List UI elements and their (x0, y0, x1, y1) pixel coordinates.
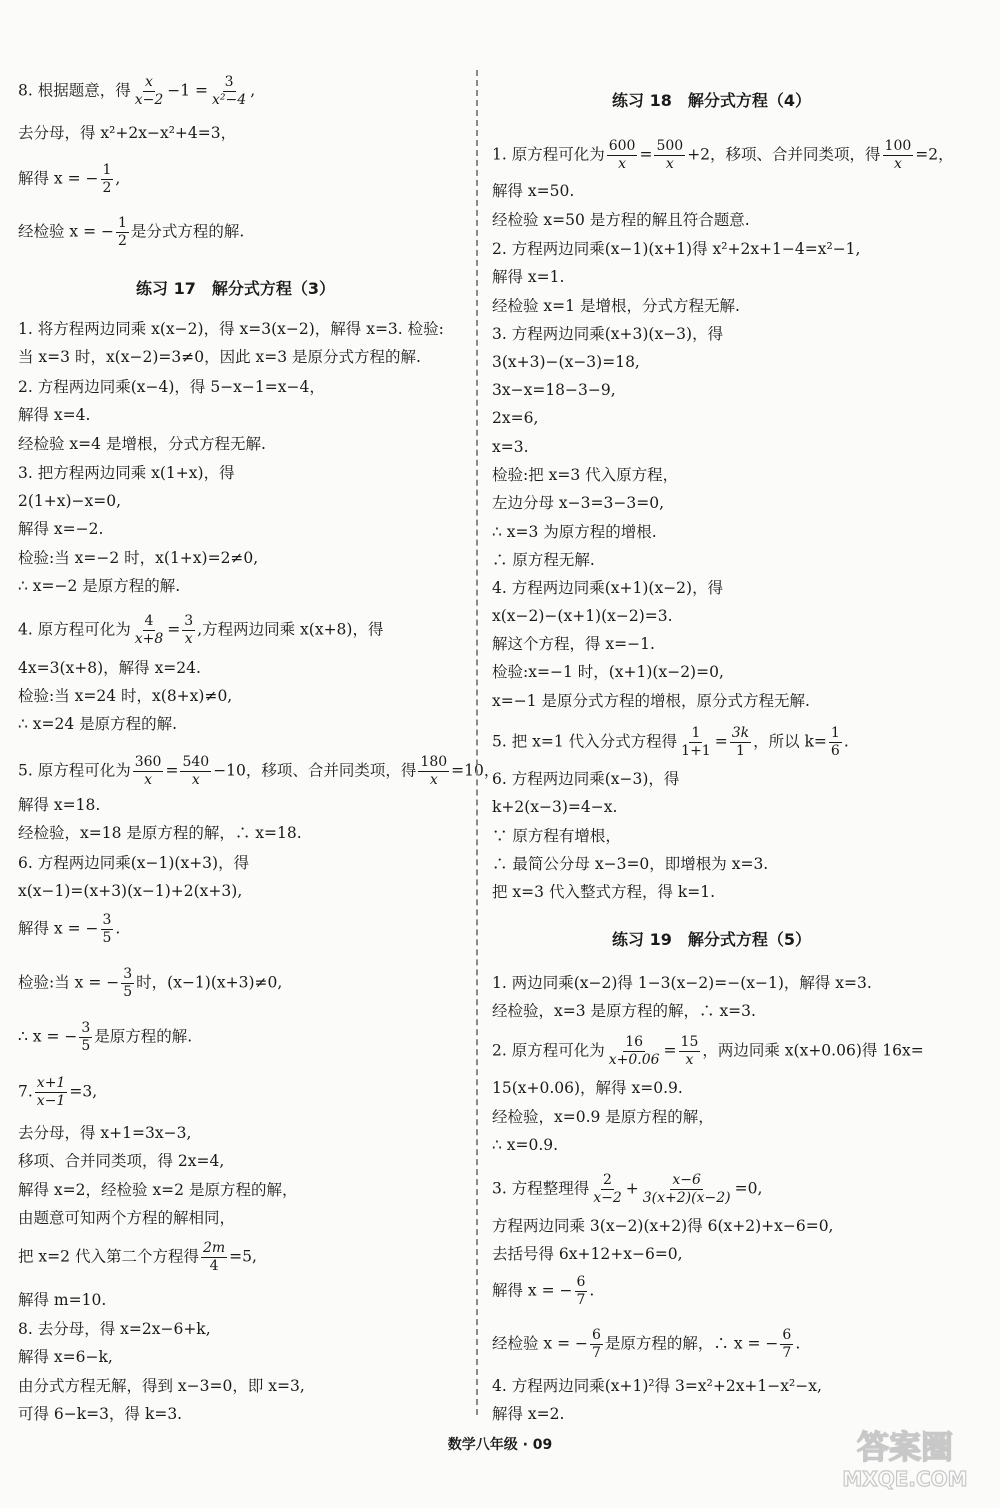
right-line-23: k+2(x−3)=4−x. (492, 798, 618, 816)
left-line-19: 5. 原方程可化为 $\frac{360}{x}$ = $\frac{540}{x}$ −10，移项、合并同类项，得 $\frac{180}{x}$ =10， (18, 754, 500, 788)
column-divider (476, 70, 478, 1415)
left-line-15: 4. 原方程可化为 $\frac{4}{x+8}$ = $\frac{3}{x}$ ,方程两边同乘 x(x+8)，得 (18, 613, 384, 647)
right-line-30: 15(x+0.06)，解得 x=0.9. (492, 1079, 683, 1097)
section-heading-18: 练习 18 解分式方程（4） (612, 91, 811, 110)
fraction: $\frac{1}{2}$ (102, 162, 112, 196)
left-line-6: 当 x=3 时，x(x−2)=3≠0，因此 x=3 是原分式方程的解. (18, 348, 421, 366)
fraction: $\frac{3}{5}$ (102, 912, 112, 946)
left-line-34: 8. 去分母，得 x=2x−6+k, (18, 1320, 211, 1338)
right-line-33: 3. 方程整理得 $\frac{2}{x-2}$ + $\frac{x-6}{3(x+2)(x-2)}$ =0, (492, 1172, 763, 1206)
fraction: $\frac{x-6}{3(x+2)(x-2)}$ (642, 1172, 731, 1206)
fraction: $\frac{600}{x}$ (608, 138, 636, 172)
right-line-36: 解得 x = − $\frac{6}{7}$ . (492, 1274, 595, 1308)
fraction: $\frac{2}{x-2}$ (593, 1172, 622, 1206)
right-line-32: ∴ x=0.9. (492, 1136, 559, 1154)
fraction: $\frac{500}{x}$ (656, 138, 684, 172)
right-line-18: 解这个方程，得 x=−1. (492, 635, 655, 653)
right-line-11: x=3. (492, 438, 529, 456)
left-line-22: 6. 方程两边同乘(x−1)(x+3)，得 (18, 854, 250, 872)
left-line-9: 经检验 x=4 是增根，分式方程无解. (18, 435, 266, 453)
left-line-27: 7. $\frac{x+1}{x-1}$ =3, (18, 1075, 98, 1109)
right-line-26: 把 x=3 代入整式方程，得 k=1. (492, 883, 716, 901)
fraction: $\frac{x}{x-2}$ (134, 74, 164, 108)
right-line-34: 方程两边同乘 3(x−2)(x+2)得 6(x+2)+x−6=0, (492, 1217, 834, 1235)
fraction: $\frac{2m}{4}$ (202, 1240, 226, 1274)
right-line-12: 检验:把 x=3 代入原方程， (492, 466, 679, 484)
left-line-17: 检验:当 x=24 时，x(8+x)≠0, (18, 687, 233, 705)
right-line-1: 1. 原方程可化为 $\frac{600}{x}$ = $\frac{500}{x}$ +2，移项、合并同类项，得 $\frac{100}{x}$ =2， (492, 138, 954, 172)
fraction: $\frac{3}{\text{x²−4}}$ (212, 74, 247, 108)
right-line-20: x=−1 是原分式方程的增根，原分式方程无解. (492, 692, 810, 710)
section-heading-17: 练习 17 解分式方程（3） (136, 279, 335, 298)
fraction: $\frac{6}{7}$ (782, 1327, 792, 1361)
left-line-37: 可得 6−k=3，得 k=3. (18, 1405, 183, 1423)
right-line-38: 4. 方程两边同乘(x+1)²得 3=x²+2x+1−x²−x, (492, 1377, 822, 1395)
left-line-31: 由题意可知两个方程的解相同， (18, 1209, 236, 1227)
left-line-3: 解得 x = − $\frac{1}{2}$ , (18, 162, 121, 196)
fraction: $\frac{6}{7}$ (576, 1274, 586, 1308)
left-line-24: 解得 x = − $\frac{3}{5}$ . (18, 912, 121, 946)
left-line-26: ∴ x = − $\frac{3}{5}$ 是原方程的解. (18, 1020, 193, 1054)
left-line-2: 去分母，得 x²+2x−x²+4=3， (18, 124, 237, 142)
fraction: $\frac{x+1}{x-1}$ (36, 1075, 66, 1109)
left-line-18: ∴ x=24 是原方程的解. (18, 715, 178, 733)
left-line-30: 解得 x=2，经检验 x=2 是原方程的解， (18, 1181, 298, 1199)
right-line-37: 经检验 x = − $\frac{6}{7}$ 是原方程的解，∴ x = − $\frac{6}{7}$ . (492, 1327, 801, 1361)
left-line-5: 1. 将方程两边同乘 x(x−2)，得 x=3(x−2)，解得 x=3. 检验: (18, 320, 444, 338)
fraction: $\frac{180}{x}$ (420, 754, 448, 788)
left-line-16: 4x=3(x+8)，解得 x=24. (18, 659, 201, 677)
page-footer: 数学八年级 · 09 (447, 1437, 553, 1453)
right-line-24: ∵ 原方程有增根， (492, 827, 621, 845)
right-line-22: 6. 方程两边同乘(x−3)，得 (492, 770, 680, 788)
right-line-17: x(x−2)−(x+1)(x−2)=3. (492, 607, 673, 625)
fraction: $\frac{3}{5}$ (81, 1020, 91, 1054)
left-line-10: 3. 把方程两边同乘 x(1+x)，得 (18, 464, 235, 482)
right-line-3: 经检验 x=50 是方程的解且符合题意. (492, 211, 750, 229)
fraction: $\frac{3k}{1}$ (731, 725, 750, 759)
watermark-text-1: 答案圈 (856, 1428, 954, 1466)
fraction: $\frac{4}{x+8}$ (134, 613, 164, 647)
right-line-13: 左边分母 x−3=3−3=0, (492, 494, 664, 512)
fraction: $\frac{540}{x}$ (182, 754, 210, 788)
right-line-6: 经检验 x=1 是增根，分式方程无解. (492, 297, 740, 315)
right-line-2: 解得 x=50. (492, 182, 575, 200)
right-line-10: 2x=6, (492, 409, 539, 427)
fraction: $\frac{1}{1+1}$ (681, 725, 711, 759)
left-line-7: 2. 方程两边同乘(x−4)，得 5−x−1=x−4， (18, 378, 325, 396)
right-line-29: 2. 原方程可化为 $\frac{16}{x+0.06}$ = $\frac{15}{x}$ ，两边同乘 x(x+0.06)得 16x= (492, 1034, 924, 1068)
left-line-35: 解得 x=6−k, (18, 1348, 113, 1366)
fraction: $\frac{360}{x}$ (134, 754, 162, 788)
left-line-14: ∴ x=−2 是原方程的解. (18, 577, 181, 595)
left-line-32: 把 x=2 代入第二个方程得 $\frac{2m}{4}$ =5, (18, 1240, 257, 1274)
left-line-23: x(x−1)=(x+3)(x−1)+2(x+3), (18, 882, 243, 900)
right-line-8: 3(x+3)−(x−3)=18, (492, 353, 640, 371)
right-line-21: 5. 把 x=1 代入分式方程得 $\frac{1}{1+1}$ = $\frac{3k}{1}$ ，所以 k= $\frac{1}{6}$ . (492, 725, 849, 759)
right-line-14: ∴ x=3 为原方程的增根. (492, 523, 657, 541)
fraction: $\frac{100}{x}$ (884, 138, 912, 172)
left-line-28: 去分母，得 x+1=3x−3, (18, 1124, 192, 1142)
left-line-8: 解得 x=4. (18, 406, 91, 424)
right-line-5: 解得 x=1. (492, 268, 565, 286)
left-line-21: 经检验，x=18 是原方程的解，∴ x=18. (18, 824, 302, 842)
right-line-39: 解得 x=2. (492, 1405, 565, 1423)
section-heading-19: 练习 19 解分式方程（5） (612, 930, 811, 949)
fraction: $\frac{1}{2}$ (118, 215, 127, 249)
fraction: $\frac{16}{x+0.06}$ (608, 1034, 660, 1068)
right-line-15: ∴ 原方程无解. (492, 551, 595, 569)
left-line-20: 解得 x=18. (18, 796, 101, 814)
left-line-4: 经检验 x = − $\frac{1}{2}$ 是分式方程的解. (18, 215, 245, 249)
left-line-11: 2(1+x)−x=0, (18, 492, 122, 510)
right-line-19: 检验:x=−1 时，(x+1)(x−2)=0, (492, 663, 724, 681)
fraction: $\frac{3}{5}$ (123, 966, 133, 1000)
watermark-logo (820, 1424, 990, 1494)
left-line-25: 检验:当 x = − $\frac{3}{5}$ 时，(x−1)(x+3)≠0, (18, 966, 283, 1000)
right-line-27: 1. 两边同乘(x−2)得 1−3(x−2)=−(x−1)，解得 x=3. (492, 974, 872, 992)
left-line-1: 8. 根据题意，得 $\frac{x}{x-2}$ −1 = $\frac{3}{\text{x²−4}}$ , (18, 74, 256, 108)
fraction: $\frac{15}{x}$ (680, 1034, 699, 1068)
right-line-16: 4. 方程两边同乘(x+1)(x−2)，得 (492, 579, 724, 597)
fraction: $\frac{6}{7}$ (592, 1327, 601, 1361)
left-line-13: 检验:当 x=−2 时，x(1+x)=2≠0, (18, 549, 259, 567)
fraction: $\frac{1}{6}$ (830, 725, 840, 759)
right-line-25: ∴ 最简公分母 x−3=0，即增根为 x=3. (492, 855, 769, 873)
right-line-4: 2. 方程两边同乘(x−1)(x+1)得 x²+2x+1−4=x²−1, (492, 240, 861, 258)
right-line-31: 经检验，x=0.9 是原方程的解， (492, 1108, 714, 1126)
right-line-35: 去括号得 6x+12+x−6=0, (492, 1245, 683, 1263)
right-line-9: 3x−x=18−3−9, (492, 381, 616, 399)
left-line-36: 由分式方程无解，得到 x−3=0，即 x=3, (18, 1377, 305, 1395)
watermark-text-2: MXQE.COM (842, 1467, 968, 1491)
right-line-28: 经检验，x=3 是原方程的解，∴ x=3. (492, 1002, 756, 1020)
right-line-7: 3. 方程两边同乘(x+3)(x−3)，得 (492, 325, 724, 343)
left-line-12: 解得 x=−2. (18, 520, 104, 538)
fraction: $\frac{3}{x}$ (184, 613, 194, 647)
left-line-33: 解得 m=10. (18, 1291, 107, 1309)
left-line-29: 移项、合并同类项，得 2x=4, (18, 1152, 225, 1170)
